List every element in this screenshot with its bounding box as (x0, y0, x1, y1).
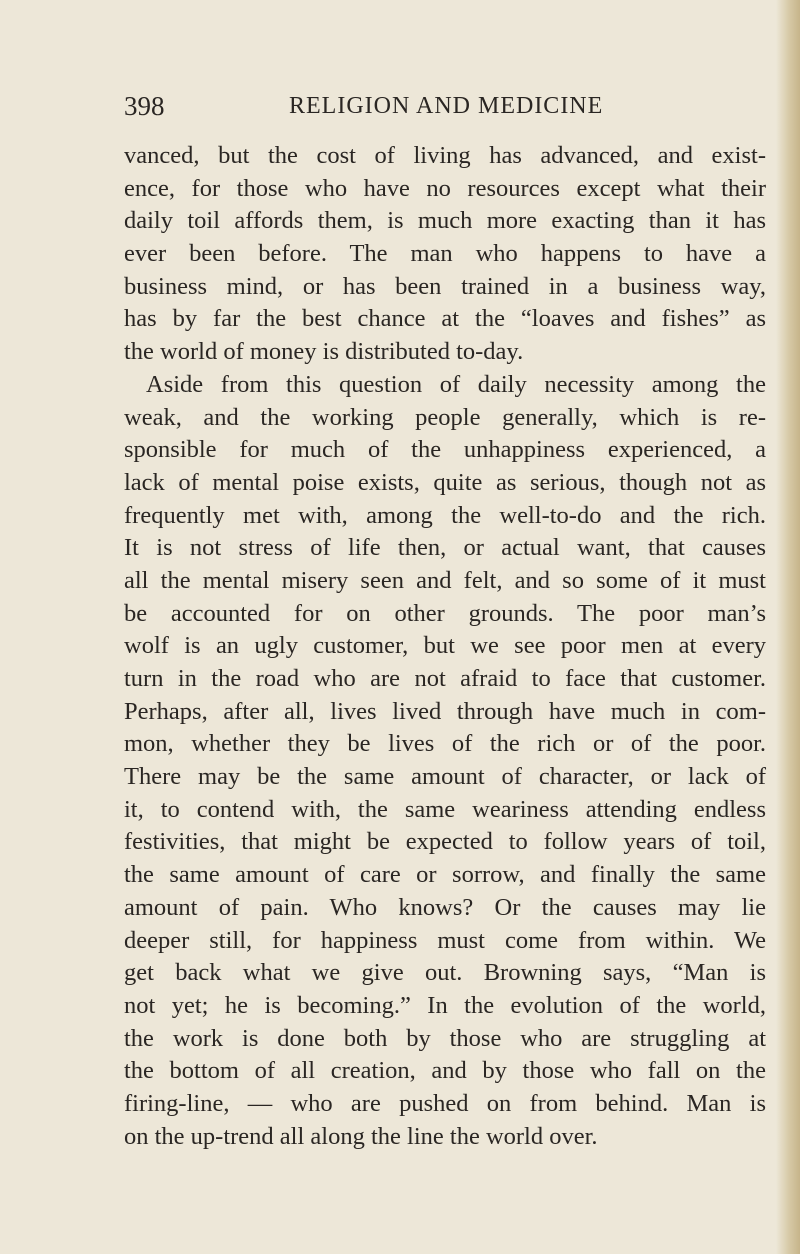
text-line: deeper still, for happiness must come from within. We (124, 926, 766, 954)
paragraph-first-line: Aside from this question of daily necessity among the (146, 370, 766, 398)
text-line: It is not stress of life then, or actual want, that causes (124, 534, 766, 562)
text-line: be accounted for on other grounds. The poor man’s (124, 599, 766, 627)
text-line: turn in the road who are not afraid to face that customer. (124, 665, 766, 692)
text-line: sponsible for much of the unhappiness experienced, a (124, 436, 766, 464)
running-head: RELIGION AND MEDICINE (289, 93, 604, 119)
text-line: the work is done both by those who are struggling at (124, 1024, 766, 1052)
page-header (124, 86, 764, 126)
text-line: get back what we give out. Browning says, “Man is (124, 959, 766, 987)
text-line: ence, for those who have no resources except what their (124, 174, 766, 202)
text-line: weak, and the working people generally, which is re- (124, 403, 766, 431)
text-line: the world of money is distributed to-day. (124, 338, 524, 366)
text-line: vanced, but the cost of living has advanced, and exist- (124, 142, 766, 169)
text-line: the same amount of care or sorrow, and finally the same (124, 861, 766, 889)
text-line: all the mental misery seen and felt, and so some of it must (124, 566, 766, 594)
text-line: lack of mental poise exists, quite as serious, though not as (124, 468, 766, 496)
body-text (124, 140, 766, 1153)
text-line: daily toil affords them, is much more exacting than it has (124, 207, 766, 235)
text-line: frequently met with, among the well-to-do and the rich. (124, 501, 766, 529)
text-line: the bottom of all creation, and by those who fall on the (124, 1057, 766, 1085)
text-line: There may be the same amount of character, or lack of (124, 763, 766, 791)
text-line: firing-line, — who are pushed on from behind. Man is (124, 1089, 766, 1117)
text-line: ever been before. The man who happens to have a (124, 240, 766, 268)
text-line: has by far the best chance at the “loaves and fishes” as (124, 305, 766, 333)
text-line: festivities, that might be expected to follow years of toil, (124, 828, 766, 856)
page-number: 398 (124, 91, 165, 121)
text-line: Perhaps, after all, lives lived through have much in com- (124, 697, 766, 725)
text-line: on the up-trend all along the line the world over. (124, 1122, 598, 1150)
text-line: it, to contend with, the same weariness attending endless (124, 795, 766, 823)
text-line: wolf is an ugly customer, but we see poor men at every (124, 632, 766, 660)
page-edge-shadow (776, 0, 800, 1254)
text-line: not yet; he is becoming.” In the evolution of the world, (124, 991, 766, 1019)
text-line: amount of pain. Who knows? Or the causes may lie (124, 893, 766, 921)
text-line: mon, whether they be lives of the rich or of the poor. (124, 730, 766, 758)
text-line: business mind, or has been trained in a business way, (124, 272, 766, 300)
